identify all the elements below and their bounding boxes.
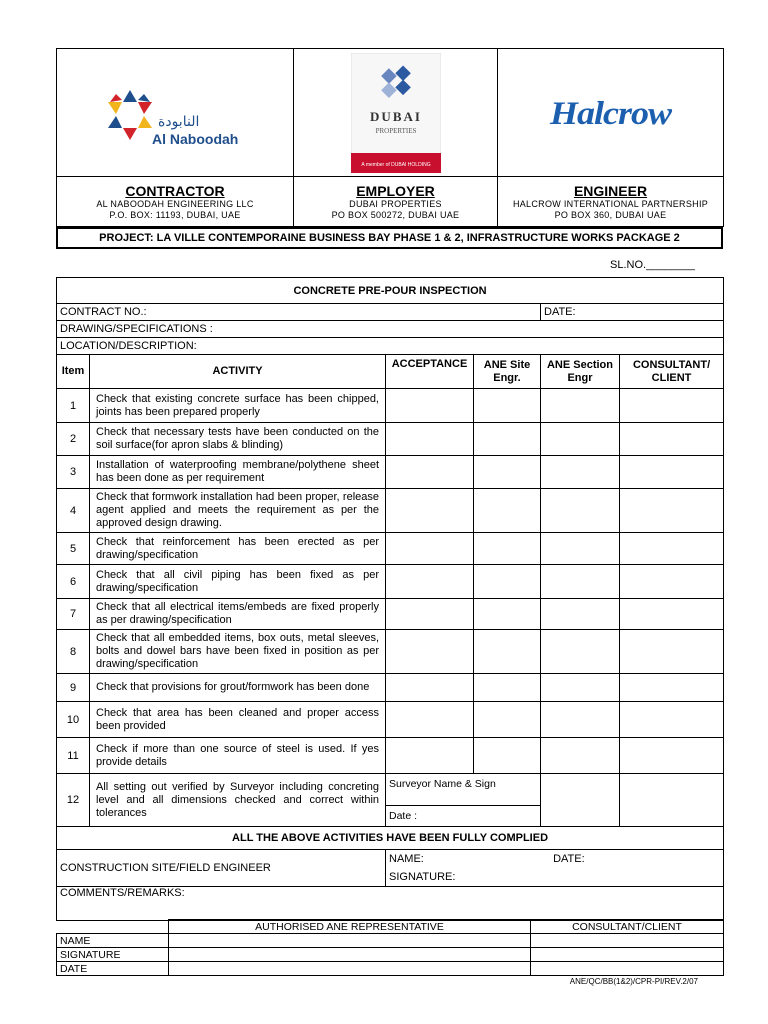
authorised-header: AUTHORISED ANE REPRESENTATIVE	[169, 920, 531, 934]
item-activity: Check that reinforcement has been erected as per drawing/specification	[90, 533, 386, 565]
item-no: 8	[57, 630, 90, 674]
consultant-cell[interactable]	[620, 599, 724, 630]
contractor-role: CONTRACTOR	[125, 182, 225, 199]
item-no: 7	[57, 599, 90, 630]
consultant-cell[interactable]	[620, 674, 724, 702]
item-no: 2	[57, 423, 90, 456]
table-row	[57, 533, 724, 565]
ane-site-cell[interactable]	[474, 630, 541, 674]
item-activity: Check that provisions for grout/formwork has been done	[90, 674, 386, 702]
table-row	[57, 630, 724, 674]
item-activity: Check that existing concrete surface has been chipped, joints has been prepared properly	[90, 389, 386, 423]
signature-field[interactable]: SIGNATURE:	[389, 871, 456, 883]
contractor-logo-cell	[57, 49, 294, 177]
engineer-name: HALCROW INTERNATIONAL PARTNERSHIP	[512, 198, 709, 209]
item-no: 12	[57, 774, 90, 827]
dubai-logo-sub: PROPERTIES	[375, 126, 416, 135]
ane-site-cell[interactable]	[474, 533, 541, 565]
consultant-cell[interactable]	[620, 489, 724, 533]
ane-section-cell[interactable]	[541, 423, 620, 456]
table-row	[57, 423, 724, 456]
ane-section-cell[interactable]	[541, 702, 620, 738]
ane-site-cell[interactable]	[474, 423, 541, 456]
item-no: 4	[57, 489, 90, 533]
employer-info	[294, 177, 498, 227]
acceptance-cell[interactable]	[386, 565, 474, 599]
consultant-cell[interactable]	[620, 423, 724, 456]
ane-site-cell[interactable]	[474, 456, 541, 489]
dubai-logo-text: DUBAI	[369, 108, 422, 124]
acceptance-cell[interactable]	[386, 599, 474, 630]
ane-name-cell[interactable]	[169, 934, 531, 948]
item-no: 3	[57, 456, 90, 489]
item-no: 11	[57, 738, 90, 774]
table-row	[57, 738, 724, 774]
item-no: 5	[57, 533, 90, 565]
site-engineer-label: CONSTRUCTION SITE/FIELD ENGINEER	[57, 850, 386, 887]
ane-section-cell[interactable]	[541, 674, 620, 702]
contractor-info	[57, 177, 294, 227]
employer-name: DUBAI PROPERTIES	[349, 198, 442, 209]
client-name-cell[interactable]	[531, 934, 724, 948]
ane-site-cell[interactable]	[474, 565, 541, 599]
halcrow-logo-text: Halcrow	[549, 94, 671, 131]
consultant-cell[interactable]	[620, 565, 724, 599]
table-row	[57, 389, 724, 423]
ane-site-cell[interactable]	[474, 389, 541, 423]
item-activity: Check that area has been cleaned and proper access been provided	[90, 702, 386, 738]
item-activity: Check that all embedded items, box outs, metal sleeves, bolts and dowel bars have been fixed in position as per drawing/specification	[90, 630, 386, 674]
table-row	[57, 489, 724, 533]
engineer-logo-cell	[498, 49, 724, 177]
consultant-cell[interactable]	[620, 533, 724, 565]
footer-code: ANE/QC/BB(1&2)/CPR-PI/REV.2/07	[569, 977, 698, 986]
acceptance-cell[interactable]	[386, 389, 474, 423]
col-ane-site: ANE Site Engr.	[474, 355, 541, 389]
contract-no-field[interactable]: CONTRACT NO.:	[57, 304, 541, 321]
engineer-address: PO BOX 360, DUBAI UAE	[554, 209, 667, 220]
table-row	[57, 774, 724, 806]
consultant-client-header: CONSULTANT/CLIENT	[531, 920, 724, 934]
ane-date-cell[interactable]	[169, 962, 531, 976]
engineer-info	[498, 177, 724, 227]
table-row	[57, 565, 724, 599]
col-ane-section: ANE Section Engr	[541, 355, 620, 389]
name-field[interactable]: NAME:	[389, 853, 424, 865]
consultant-cell[interactable]	[620, 630, 724, 674]
project-title: PROJECT: LA VILLE CONTEMPORAINE BUSINESS BAY PHASE 1 & 2, INFRASTRUCTURE WORKS PACKAGE 2	[57, 228, 722, 248]
consultant-cell[interactable]	[620, 702, 724, 738]
acceptance-cell[interactable]	[386, 674, 474, 702]
drawing-field[interactable]: DRAWING/SPECIFICATIONS :	[57, 321, 724, 338]
table-row	[57, 456, 724, 489]
table-row	[57, 702, 724, 738]
sign-row-label: NAME	[57, 934, 169, 948]
acceptance-cell[interactable]	[386, 702, 474, 738]
table-row	[57, 674, 724, 702]
ane-site-cell[interactable]	[474, 674, 541, 702]
contractor-address: P.O. BOX: 11193, DUBAI, UAE	[109, 209, 241, 220]
ane-site-cell[interactable]	[474, 489, 541, 533]
col-item: Item	[57, 355, 90, 389]
employer-address: PO BOX 500272, DUBAI UAE	[331, 209, 460, 220]
item-activity: All setting out verified by Surveyor including concreting level and all dimensions checked and correct within tolerances	[90, 774, 386, 827]
item-no: 6	[57, 565, 90, 599]
al-naboodah-logo-text: Al Naboodah	[152, 130, 239, 147]
acceptance-cell[interactable]	[386, 489, 474, 533]
item-activity: Check if more than one source of steel is used. If yes provide details	[90, 738, 386, 774]
ane-section-cell[interactable]	[541, 599, 620, 630]
ane-section-cell[interactable]	[541, 630, 620, 674]
item-activity: Check that all electrical items/embeds are fixed properly as per drawing/specification	[90, 599, 386, 630]
ane-section-cell[interactable]	[541, 565, 620, 599]
acceptance-cell[interactable]	[386, 630, 474, 674]
ane-signature-cell[interactable]	[169, 948, 531, 962]
ane-section-cell[interactable]	[541, 738, 620, 774]
ane-site-cell[interactable]	[474, 702, 541, 738]
serial-number[interactable]: SL.NO.________	[610, 259, 696, 271]
client-signature-cell[interactable]	[531, 948, 724, 962]
ane-section-cell[interactable]	[541, 456, 620, 489]
date-field[interactable]: DATE:	[541, 304, 724, 321]
engineer-date-field[interactable]: DATE:	[553, 853, 585, 865]
ane-site-cell[interactable]	[474, 738, 541, 774]
item-activity: Check that all civil piping has been fixed as per drawing/specification	[90, 565, 386, 599]
ane-site-cell[interactable]	[474, 599, 541, 630]
form-title: CONCRETE PRE-POUR INSPECTION	[57, 278, 724, 304]
col-acceptance: ACCEPTANCE	[386, 355, 474, 389]
consultant-cell[interactable]	[620, 389, 724, 423]
item-no: 10	[57, 702, 90, 738]
ane-section-cell[interactable]	[541, 533, 620, 565]
complied-statement: ALL THE ABOVE ACTIVITIES HAVE BEEN FULLY COMPLIED	[57, 827, 724, 850]
ane-section-cell[interactable]	[541, 774, 620, 827]
contractor-name: AL NABOODAH ENGINEERING LLC	[96, 198, 254, 209]
dubai-properties-logo-icon	[351, 53, 441, 173]
item-no: 9	[57, 674, 90, 702]
comments-field[interactable]: COMMENTS/REMARKS:	[57, 887, 724, 921]
al-naboodah-arabic: النابودة	[158, 113, 200, 130]
acceptance-cell[interactable]	[386, 456, 474, 489]
surveyor-sign-field[interactable]: Surveyor Name & Sign	[386, 774, 541, 806]
ane-section-cell[interactable]	[541, 389, 620, 423]
item-activity: Installation of waterproofing membrane/polythene sheet has been done as per requirement	[90, 456, 386, 489]
consultant-cell[interactable]	[620, 738, 724, 774]
sign-row-label: SIGNATURE	[57, 948, 169, 962]
project-banner	[56, 227, 723, 249]
col-activity: ACTIVITY	[90, 355, 386, 389]
item-activity: Check that necessary tests have been conducted on the soil surface(for apron slabs & blinding)	[90, 423, 386, 456]
sign-row-label: DATE	[57, 962, 169, 976]
signature-table	[56, 919, 724, 976]
dubai-logo-tag: A member of DUBAI HOLDING	[360, 161, 431, 168]
inspection-form	[56, 277, 724, 921]
acceptance-cell[interactable]	[386, 533, 474, 565]
client-date-cell[interactable]	[531, 962, 724, 976]
surveyor-date-field[interactable]: Date :	[386, 806, 541, 827]
table-row	[57, 599, 724, 630]
employer-role: EMPLOYER	[356, 182, 435, 199]
location-field[interactable]: LOCATION/DESCRIPTION:	[57, 338, 724, 355]
consultant-cell[interactable]	[620, 774, 724, 827]
item-no: 1	[57, 389, 90, 423]
acceptance-cell[interactable]	[386, 423, 474, 456]
consultant-cell[interactable]	[620, 456, 724, 489]
header-table	[56, 48, 724, 227]
engineer-role: ENGINEER	[573, 182, 648, 199]
col-consultant: CONSULTANT/ CLIENT	[620, 355, 724, 389]
site-engineer-fields	[386, 850, 724, 887]
employer-logo-cell	[294, 49, 498, 177]
al-naboodah-logo-icon	[100, 78, 250, 148]
item-activity: Check that formwork installation had been proper, release agent applied and meets the requirement as per the approved design drawing.	[90, 489, 386, 533]
acceptance-cell[interactable]	[386, 738, 474, 774]
ane-section-cell[interactable]	[541, 489, 620, 533]
